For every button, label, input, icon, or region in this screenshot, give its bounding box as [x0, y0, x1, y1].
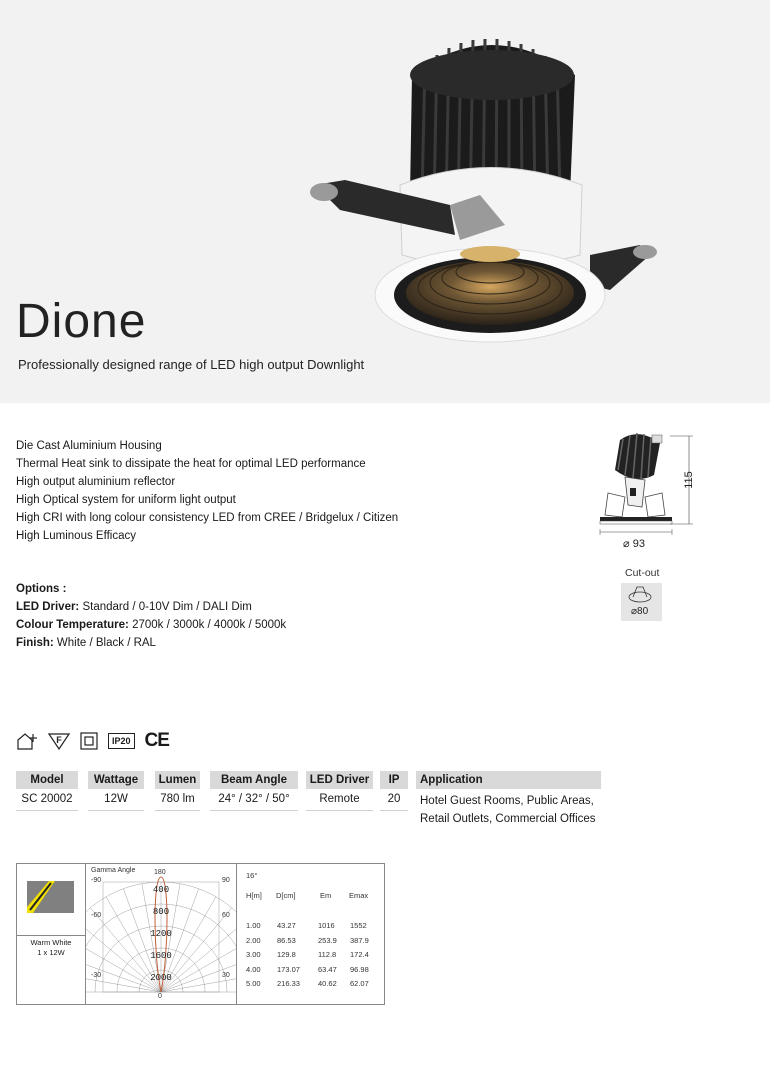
beam-data-table	[238, 864, 385, 1004]
column-height: 1.00 2.00 3.00 4.00 5.00	[246, 921, 261, 988]
cutout-value: ⌀80	[631, 606, 649, 617]
column-emax: 1552 387.9 172.4 96.98 62.07	[350, 921, 369, 988]
angle-label: -60	[91, 912, 102, 919]
cutout-icon	[621, 583, 662, 621]
cell-ip: 20	[380, 792, 408, 811]
angle-label: 60	[222, 912, 230, 919]
cell-led-driver: Remote	[306, 792, 373, 811]
product-subtitle: Professionally designed range of LED high output Downlight	[18, 357, 365, 372]
column-wattage	[88, 771, 144, 811]
cutout-label: Cut-out	[625, 567, 660, 579]
option-led-driver: LED Driver: Standard / 0-10V Dim / DALI Dim	[16, 601, 252, 613]
options-block	[16, 580, 286, 652]
polar-grid	[86, 864, 237, 1004]
intensity-label: 400	[152, 885, 170, 895]
intensity-label: 1600	[150, 951, 172, 961]
angle-label: 0	[158, 993, 162, 1000]
cell-beam-angle: 24° / 32° / 50°	[210, 792, 298, 811]
feature-item: Die Cast Aluminium Housing	[16, 440, 162, 452]
feature-item: Thermal Heat sink to dissipate the heat for optimal LED performance	[16, 458, 366, 470]
angle-label: -90	[91, 877, 102, 884]
f-mark-icon	[48, 732, 70, 750]
header-wattage: Wattage	[88, 771, 144, 789]
dimension-drawing	[590, 425, 710, 555]
header-height: H[m]	[246, 891, 262, 900]
header-lumen: Lumen	[155, 771, 200, 789]
light-colour-label: Warm White 1 x 12W	[17, 935, 85, 957]
photometric-panel	[16, 863, 385, 1005]
column-diameter: 43.27 86.53 129.8 173.07 216.33	[277, 921, 300, 988]
hero-banner	[0, 0, 770, 403]
surface-mount-icon	[16, 732, 38, 750]
angle-label: 90	[222, 877, 230, 884]
header-led-driver: LED Driver	[306, 771, 373, 789]
column-lumen	[155, 771, 200, 811]
ce-mark: CE	[144, 730, 169, 751]
class-ii-icon	[80, 732, 98, 750]
intensity-label: 800	[152, 907, 170, 917]
feature-list	[16, 437, 398, 545]
header-em: Em	[320, 891, 332, 900]
cell-lumen: 780 lm	[155, 792, 200, 811]
cell-application	[416, 792, 601, 832]
header-emax: Emax	[349, 891, 369, 900]
intensity-label: 2000	[150, 973, 172, 983]
angle-label: -30	[91, 972, 102, 979]
cell-wattage: 12W	[88, 792, 144, 811]
product-title: Dione	[16, 295, 147, 348]
beam-angle-value: 16°	[246, 871, 258, 880]
header-model: Model	[16, 771, 78, 789]
header-diameter: D[cm]	[276, 891, 296, 900]
diameter-dimension: ⌀ 93	[623, 538, 645, 550]
ip20-badge: IP20	[108, 733, 135, 749]
feature-item: High CRI with long colour consistency LED from CREE / Bridgelux / Citizen	[16, 512, 399, 524]
column-beam-angle	[210, 771, 298, 811]
gamma-label: Gamma Angle	[91, 867, 136, 874]
application-line: Hotel Guest Rooms, Public Areas,	[420, 795, 594, 807]
column-model	[16, 771, 78, 811]
polar-diagram	[86, 864, 237, 1004]
feature-item: High Optical system for uniform light output	[16, 494, 236, 506]
feature-item: High output aluminium reflector	[16, 476, 176, 488]
column-application	[416, 771, 601, 832]
cutout-shape-icon	[621, 583, 662, 607]
certification-icons	[16, 731, 169, 751]
column-ip	[380, 771, 408, 811]
option-colour-temperature: Colour Temperature: 2700k / 3000k / 4000k / 5000k	[16, 619, 287, 631]
angle-label: 30	[222, 972, 230, 979]
intensity-label: 1200	[150, 929, 172, 939]
application-line: Retail Outlets, Commercial Offices	[420, 813, 596, 825]
svg-text:F: F	[56, 735, 62, 745]
option-finish: Finish: White / Black / RAL	[16, 637, 156, 649]
feature-item: High Luminous Efficacy	[16, 530, 136, 542]
header-ip: IP	[380, 771, 408, 789]
header-application: Application	[416, 771, 601, 789]
options-heading: Options :	[16, 583, 67, 595]
cell-model: SC 20002	[16, 792, 78, 811]
light-colour-panel	[17, 864, 86, 1004]
height-dimension: 115	[683, 471, 695, 489]
column-em: 1016 253.9 112.8 63.47 40.62	[318, 921, 337, 988]
header-beam-angle: Beam Angle	[210, 771, 298, 789]
column-led-driver	[306, 771, 373, 811]
product-photo	[300, 20, 670, 360]
beam-icon	[27, 881, 74, 913]
angle-label: 180	[154, 869, 166, 876]
